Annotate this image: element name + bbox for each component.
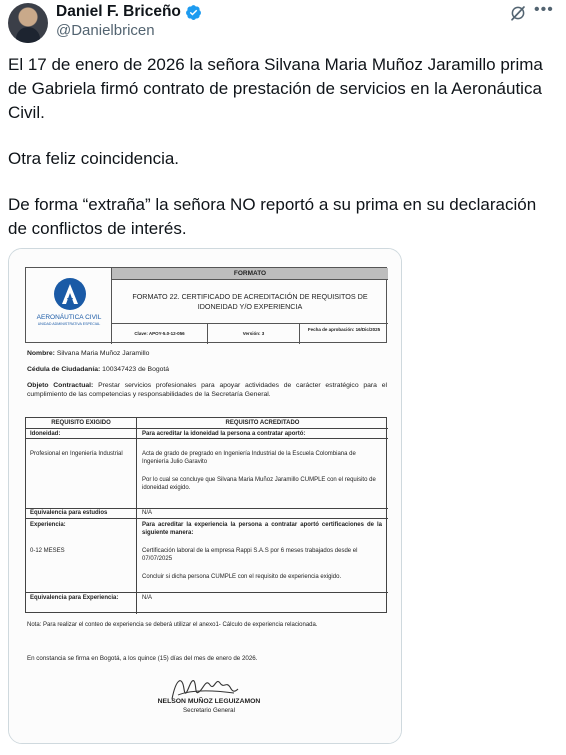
author-name[interactable] bbox=[56, 3, 202, 21]
requirements-table bbox=[25, 417, 387, 613]
cedula-label: Cédula de Ciudadanía: bbox=[27, 366, 101, 373]
version: Versión: 3 bbox=[208, 324, 300, 344]
nombre-value: Silvana Maria Muñoz Jaramillo bbox=[56, 350, 150, 357]
signer-role: Secretario General bbox=[183, 707, 235, 714]
experiencia-certificacion: Certificación laboral de la empresa Rappi S.A.S por 6 meses trabajados desde el 07/07/2025 bbox=[142, 548, 358, 562]
idoneidad-requirement: Profesional en Ingeniería Industrial bbox=[30, 451, 123, 457]
idoneidad-conclusion: Por lo cual se concluye que Silvana Maria Muñoz Jaramillo CUMPLE con el requisito de idoneidad exigido. bbox=[142, 477, 376, 491]
avatar[interactable] bbox=[8, 3, 48, 43]
cedula-value: 100347423 de Bogotá bbox=[102, 366, 170, 373]
formato-label: FORMATO bbox=[112, 268, 388, 280]
grok-icon[interactable] bbox=[509, 4, 527, 22]
author-name-text[interactable]: Daniel F. Briceño bbox=[56, 3, 181, 20]
nombre-field bbox=[27, 349, 149, 358]
header-requisito-acreditado: REQUISITO ACREDITADO bbox=[225, 420, 300, 426]
idoneidad-title: Para acreditar la idoneidad la persona a contratar aportó: bbox=[142, 431, 306, 437]
document-note: Nota: Para realizar el conteo de experiencia se deberá utilizar el anexo1- Cálculo de experiencia relacionada. bbox=[27, 622, 318, 628]
approval-date: Fecha de aprobación: 16/Dic/2025 bbox=[307, 327, 381, 332]
cedula-field bbox=[27, 365, 169, 374]
more-icon[interactable]: ••• bbox=[534, 1, 554, 18]
equiv-estudios-value: N/A bbox=[142, 510, 153, 516]
verified-badge-icon bbox=[185, 4, 202, 21]
experiencia-title: Para acreditar la experiencia la persona a contratar aportó certificaciones de la siguiente manera: bbox=[142, 522, 382, 536]
signer-name: NELSON MUÑOZ LEGUIZAMON bbox=[157, 698, 261, 705]
nombre-label: Nombre: bbox=[27, 350, 55, 357]
header-requisito-exigido: REQUISITO EXIGIDO bbox=[51, 420, 111, 426]
tweet-paragraph: Otra feliz coincidencia. bbox=[8, 149, 180, 168]
document-scan bbox=[9, 249, 402, 744]
constancia-text: En constancia se firma en Bogotá, a los quince (15) días del mes de enero de 2026. bbox=[27, 655, 258, 662]
logo-cell bbox=[26, 268, 112, 344]
objeto-label: Objeto Contractual: bbox=[27, 382, 94, 389]
clave-code: Clave: APOY-5.0-12-056 bbox=[112, 324, 208, 344]
author-handle[interactable]: @Danielbricen bbox=[56, 22, 155, 39]
experiencia-requirement: 0-12 MESES bbox=[30, 548, 65, 554]
tweet-text bbox=[8, 53, 556, 263]
formato-title: FORMATO 22. CERTIFICADO DE ACREDITACIÓN DE REQUISITOS DE IDONEIDAD Y/O EXPERIENCIA bbox=[112, 280, 388, 324]
equiv-experiencia-label: Equivalencia para Experiencia: bbox=[30, 595, 119, 601]
logo-text: AERONÁUTICA CIVIL bbox=[36, 314, 102, 321]
tweet-media-image[interactable] bbox=[8, 248, 402, 744]
tweet-paragraph: El 17 de enero de 2026 la señora Silvana Maria Muñoz Jaramillo prima de Gabriela firmó contrato de prestación de servicios en la Aeronáutica Civil. bbox=[8, 55, 543, 122]
objeto-field bbox=[27, 381, 387, 399]
equiv-experiencia-value: N/A bbox=[142, 595, 153, 601]
aerocivil-logo-icon bbox=[54, 278, 86, 310]
experiencia-label: Experiencia: bbox=[30, 522, 66, 528]
tweet-header bbox=[0, 0, 566, 46]
objeto-value: Prestar servicios profesionales para apoyar actividades de carácter estratégico para el cumplimiento de las competencias y responsabilidades de la Secretaría General. bbox=[27, 382, 388, 398]
document-header-table bbox=[25, 267, 387, 343]
logo-subtext: UNIDAD ADMINISTRATIVA ESPECIAL bbox=[37, 322, 101, 326]
equiv-estudios-label: Equivalencia para estudios bbox=[30, 510, 108, 516]
tweet-paragraph: De forma “extraña” la señora NO reportó a su prima en su declaración de conflictos de interés. bbox=[8, 195, 537, 238]
experiencia-conclusion: Concluir si dicha persona CUMPLE con el requisito de experiencia exigido. bbox=[142, 574, 342, 580]
idoneidad-acta: Acta de grado de pregrado en Ingeniería Industrial de la Escuela Colombiana de Ingeniería Julio Garavito bbox=[142, 451, 356, 465]
idoneidad-label: Idoneidad: bbox=[30, 431, 61, 437]
